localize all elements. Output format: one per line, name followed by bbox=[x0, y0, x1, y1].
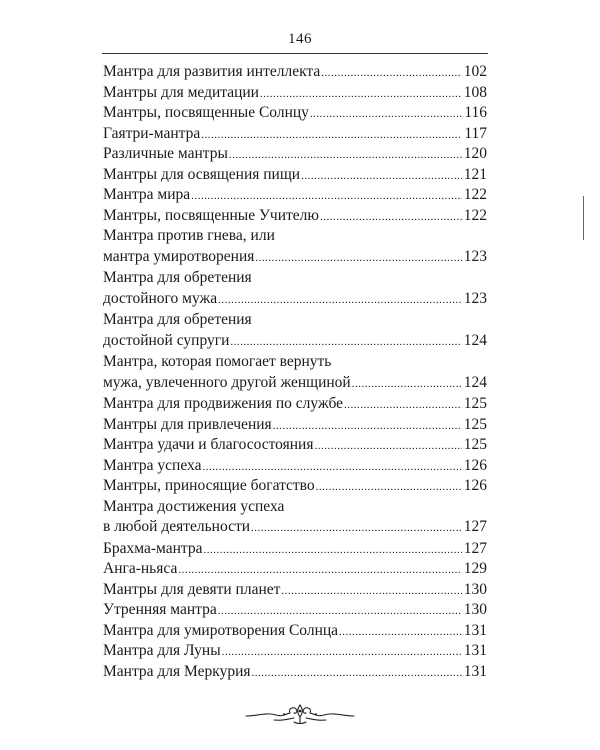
dot-leader bbox=[320, 207, 462, 228]
toc-entry-page-number: 123 bbox=[463, 247, 487, 265]
toc-entry[interactable] bbox=[103, 185, 487, 206]
toc-entry[interactable] bbox=[103, 83, 487, 104]
toc-entry-page-number: 131 bbox=[463, 621, 487, 639]
toc-entry-page-number: 122 bbox=[463, 186, 487, 203]
toc-entry-title-line: Мантра, которая помогает вернуть bbox=[103, 353, 332, 370]
toc-entry[interactable] bbox=[103, 476, 487, 497]
dot-leader bbox=[316, 477, 462, 498]
dot-leader bbox=[204, 540, 462, 561]
dot-leader bbox=[301, 166, 462, 187]
toc-entry-title: Мантра для Меркурия bbox=[103, 662, 251, 680]
toc-entry-title-line: Мантра против гнева, или bbox=[103, 227, 275, 244]
toc-entry-page-number: 127 bbox=[463, 518, 487, 535]
toc-entry[interactable] bbox=[103, 539, 487, 560]
toc-entry-title: Мантра для развития интеллекта bbox=[103, 63, 321, 80]
dot-leader bbox=[344, 395, 462, 416]
toc-entry-page-number: 126 bbox=[463, 456, 487, 474]
dot-leader bbox=[260, 84, 462, 105]
toc-entry[interactable] bbox=[103, 394, 487, 415]
dot-leader bbox=[178, 560, 461, 581]
toc-entry-page-number: 130 bbox=[463, 601, 487, 618]
toc-entry-title: Мантры для привлечения bbox=[103, 415, 272, 433]
dot-leader bbox=[218, 601, 462, 622]
toc-entry-title: Мантры, посвященные Солнцу bbox=[103, 104, 309, 121]
toc-entry[interactable] bbox=[103, 456, 487, 477]
toc-entry[interactable] bbox=[103, 662, 487, 683]
toc-entry-page-number: 102 bbox=[463, 63, 487, 80]
toc-entry-title: Мантра для умиротворения Солнца bbox=[103, 621, 339, 639]
dot-leader bbox=[314, 436, 461, 457]
dot-leader bbox=[218, 290, 462, 311]
dot-leader bbox=[273, 416, 462, 437]
toc-entry[interactable] bbox=[103, 415, 487, 436]
toc-entry[interactable] bbox=[103, 352, 487, 394]
toc-entry[interactable] bbox=[103, 268, 487, 310]
toc-entry-title: Мантры, посвященные Учителю bbox=[103, 206, 319, 224]
dot-leader bbox=[281, 581, 461, 602]
toc-entry[interactable] bbox=[103, 144, 487, 165]
toc-entry[interactable] bbox=[103, 226, 487, 268]
toc-entry[interactable] bbox=[103, 497, 487, 539]
dot-leader bbox=[191, 186, 462, 207]
toc-entry-title: в любой деятельности bbox=[103, 518, 251, 535]
toc-entry[interactable] bbox=[103, 62, 487, 83]
toc-entry-page-number: 120 bbox=[463, 145, 487, 162]
toc-entry-title: Мантра для Луны bbox=[103, 642, 221, 659]
toc-entry-page-number: 130 bbox=[463, 580, 487, 598]
dot-leader bbox=[202, 457, 461, 478]
toc-entry-title: достойного мужа bbox=[103, 289, 218, 307]
toc-entry-page-number: 125 bbox=[463, 395, 487, 412]
toc-entry-title: Мантра мира bbox=[103, 186, 191, 203]
dot-leader bbox=[321, 63, 462, 84]
toc-entry-title: Мантры для освящения пищи bbox=[103, 165, 301, 183]
toc-entry-title-line: Мантра для обретения bbox=[103, 311, 252, 328]
dot-leader bbox=[252, 663, 462, 684]
dot-leader bbox=[352, 374, 462, 395]
toc-entry[interactable] bbox=[103, 435, 487, 456]
toc-entry-page-number: 124 bbox=[463, 331, 487, 349]
ornamental-divider-icon bbox=[244, 702, 356, 726]
toc-entry[interactable] bbox=[103, 580, 487, 601]
dot-leader bbox=[201, 125, 462, 146]
toc-entry-title: Мантра успеха bbox=[103, 456, 202, 474]
toc-entry-title: мужа, увлеченного другой женщиной bbox=[103, 373, 351, 391]
dot-leader bbox=[255, 248, 461, 269]
toc-entry-page-number: 125 bbox=[463, 415, 487, 433]
toc-entry[interactable] bbox=[103, 310, 487, 352]
toc-entry-page-number: 131 bbox=[463, 662, 487, 680]
toc-entry-title: Мантры для девяти планет bbox=[103, 580, 281, 598]
toc-entry-page-number: 126 bbox=[463, 477, 487, 494]
toc-entry-page-number: 127 bbox=[463, 539, 487, 557]
toc-entry-page-number: 123 bbox=[463, 289, 487, 307]
toc-entry-title: достойной супруги bbox=[103, 331, 230, 349]
toc-entry-title: Гаятри-мантра bbox=[103, 124, 201, 142]
header-rule bbox=[102, 53, 488, 54]
toc-entry[interactable] bbox=[103, 165, 487, 186]
toc-entry[interactable] bbox=[103, 206, 487, 227]
toc-entry[interactable] bbox=[103, 621, 487, 642]
toc-entry-page-number: 122 bbox=[463, 206, 487, 224]
toc-entry[interactable] bbox=[103, 559, 487, 580]
toc-entry[interactable] bbox=[103, 600, 487, 621]
toc-entry[interactable] bbox=[103, 641, 487, 662]
toc-entry-title: Анга-ньяса bbox=[103, 560, 178, 577]
toc-entry-page-number: 125 bbox=[463, 436, 487, 453]
dot-leader bbox=[230, 332, 461, 353]
toc-entry-title: Различные мантры bbox=[103, 145, 228, 162]
toc-entry-page-number: 116 bbox=[464, 104, 487, 121]
dot-leader bbox=[222, 642, 462, 663]
toc-entry-title: Мантры для медитации bbox=[103, 83, 259, 101]
page-edge-mark bbox=[583, 196, 584, 240]
dot-leader bbox=[229, 145, 462, 166]
toc-entry[interactable] bbox=[103, 103, 487, 124]
toc-entry[interactable] bbox=[103, 124, 487, 145]
toc-entry-title: Брахма-мантра bbox=[103, 539, 203, 557]
page-number: 146 bbox=[288, 31, 312, 47]
toc-entry-title-line: Мантра для обретения bbox=[103, 269, 252, 286]
toc-entry-page-number: 117 bbox=[464, 124, 487, 142]
toc-entry-page-number: 108 bbox=[463, 83, 487, 101]
dot-leader bbox=[251, 518, 462, 539]
dot-leader bbox=[339, 622, 462, 643]
toc-entry-title: Мантры, приносящие богатство bbox=[103, 477, 315, 494]
toc-entry-title: Мантра удачи и благосостояния bbox=[103, 436, 314, 453]
toc-entry-title-line: Мантра достижения успеха bbox=[103, 497, 285, 515]
toc-entry-page-number: 124 bbox=[463, 373, 487, 391]
dot-leader bbox=[310, 104, 462, 125]
toc-entry-page-number: 121 bbox=[463, 165, 487, 183]
toc-entry-page-number: 129 bbox=[463, 560, 487, 577]
toc-entry-title: мантра умиротворения bbox=[103, 247, 255, 265]
toc-entry-page-number: 131 bbox=[463, 642, 487, 659]
toc-entry-title: Утренняя мантра bbox=[103, 601, 217, 618]
table-of-contents bbox=[103, 62, 487, 682]
toc-entry-title: Мантра для продвижения по службе bbox=[103, 395, 344, 412]
